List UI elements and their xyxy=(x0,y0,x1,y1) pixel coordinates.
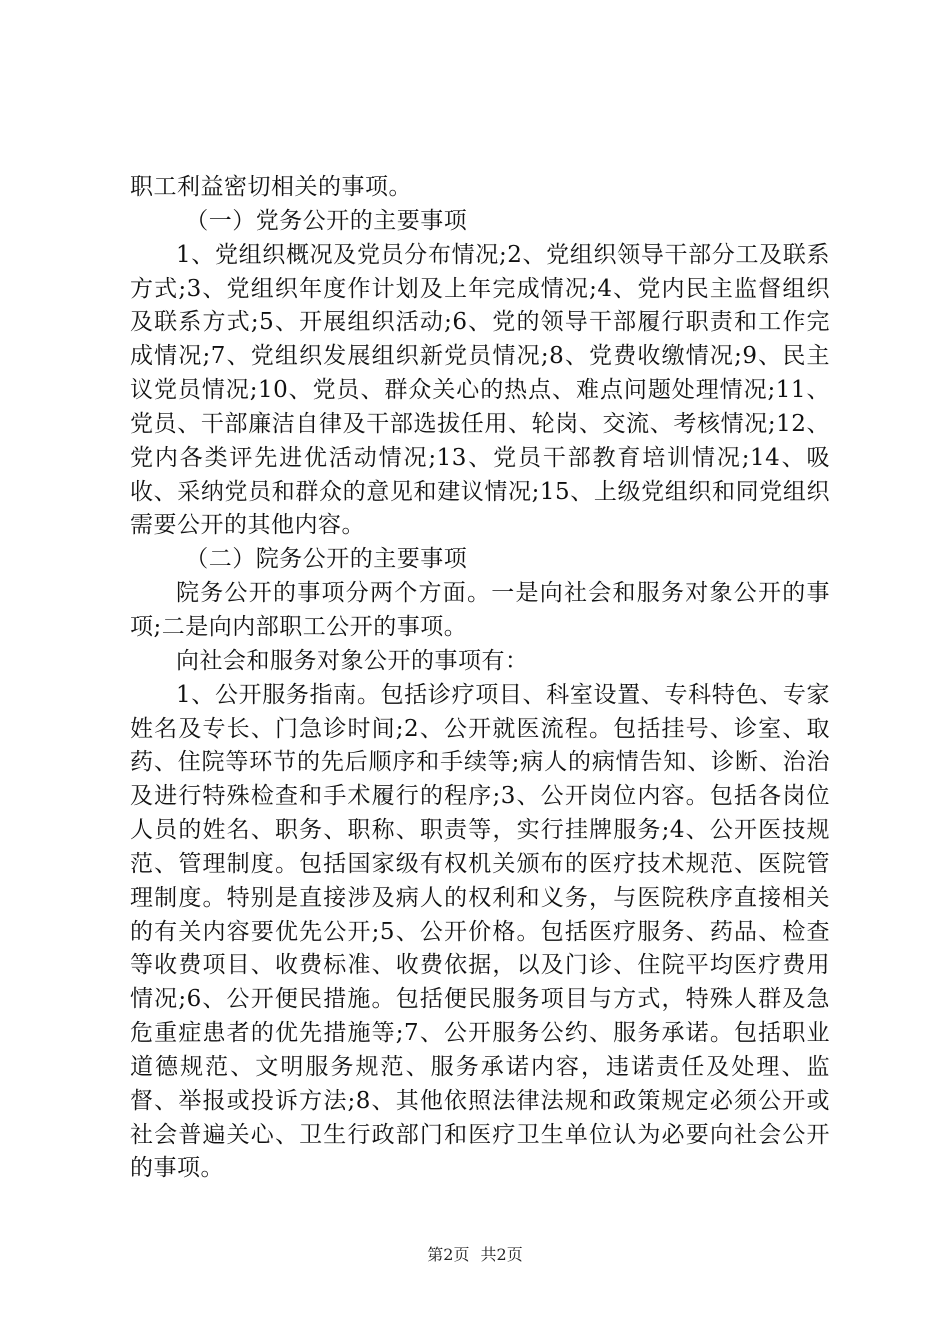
paragraph-hospital-affairs-intro: 院务公开的事项分两个方面。一是向社会和服务对象公开的事项;二是向内部职工公开的事项。 xyxy=(130,580,830,640)
paragraph-public-items-lead: 向社会和服务对象公开的事项有： xyxy=(176,647,529,674)
paragraph-public-items: 1、公开服务指南。包括诊疗项目、科室设置、专科特色、专家姓名及专长、门急诊时间;2、公开就医流程。包括挂号、诊室、取药、住院等环节的先后顺序和手续等;病人的病情告知、诊断、治治及进行特殊检查和手术履行的程序;3、公开岗位内容。包括各岗位人员的姓名、职务、职称、职责等，实行挂牌服务;4、公开医技规范、管理制度。包括国家级有权机关颁布的医疗技术规范、医院管理制度。特别是直接涉及病人的权利和义务，与医院秩序直接相关的有关内容要优先公开;5、公开价格。包括医疗服务、药品、检查等收费项目、收费标准、收费依据，以及门诊、住院平均医疗费用情况;6、公开便民措施。包括便民服务项目与方式，特殊人群及急危重症患者的优先措施等;7、公开服务公约、服务承诺。包括职业道德规范、文明服务规范、服务承诺内容，违诺责任及处理、监督、举报或投诉方法;8、其他依照法律法规和政策规定必须公开或社会普遍关心、卫生行政部门和医疗卫生单位认为必要向社会公开的事项。 xyxy=(130,681,830,1182)
page-total: 共2页 xyxy=(480,1245,523,1264)
section-heading-hospital-affairs: （二）院务公开的主要事项 xyxy=(185,546,468,573)
page-number: 第2页 xyxy=(427,1245,470,1264)
paragraph-party-affairs-items: 1、党组织概况及党员分布情况;2、党组织领导干部分工及联系方式;3、党组织年度作计划及上年完成情况;4、党内民主监督组织及联系方式;5、开展组织活动;6、党的领导干部履行职责和工作完成情况;7、党组织发展组织新党员情况;8、党费收缴情况;9、民主议党员情况;10、党员、群众关心的热点、难点问题处理情况;11、党员、干部廉洁自律及干部选拔任用、轮岗、交流、考核情况;12、党内各类评先进优活动情况;13、党员干部教育培训情况;14、吸收、采纳党员和群众的意见和建议情况;15、上级党组织和同党组织需要公开的其他内容。 xyxy=(130,241,830,539)
page-footer xyxy=(0,1245,950,1265)
document-body xyxy=(130,171,830,1186)
paragraph-continuation: 职工利益密切相关的事项。 xyxy=(130,174,412,200)
section-heading-party-affairs: （一）党务公开的主要事项 xyxy=(185,207,468,234)
